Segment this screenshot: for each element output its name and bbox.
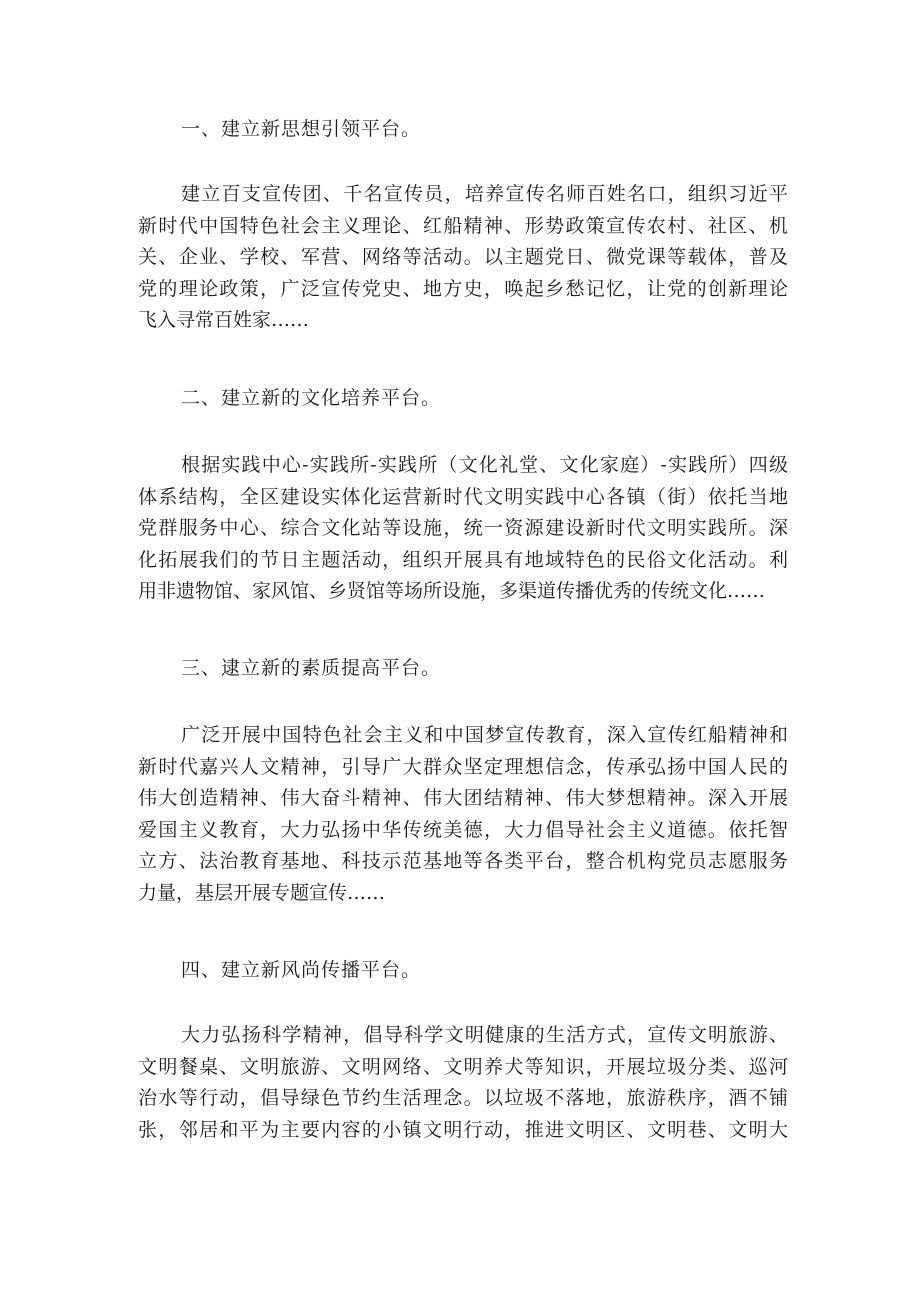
paragraph-line: 党群服务中心、综合文化站等设施，统一资源建设新时代文明实践所。深 [138,517,788,539]
paragraph-line: 建立百支宣传团、千名宣传员，培养宣传名师百姓名口，组织习近平 [181,183,788,205]
paragraph-line: 治水等行动，倡导绿色节约生活理念。以垃圾不落地，旅游秩序，酒不铺 [138,1087,788,1109]
section-3-paragraph [138,720,788,909]
paragraph-line: 飞入寻常百姓家…… [138,309,310,331]
paragraph-line: 爱国主义教育，大力弘扬中华传统美德，大力倡导社会主义道德。依托智 [138,818,788,841]
paragraph-line: 体系结构，全区建设实体化运营新时代文明实践中心各镇（街）依托当地 [138,485,788,508]
paragraph-line: 文明餐桌、文明旅游、文明网络、文明养犬等知识，开展垃圾分类、巡河 [138,1055,788,1078]
paragraph-line: 伟大创造精神、伟大奋斗精神、伟大团结精神、伟大梦想精神。深入开展 [138,787,788,809]
section-2-paragraph [138,450,788,608]
paragraph-line: 关、企业、学校、军营、网络等活动。以主题党日、微党课等载体，普及 [138,246,788,268]
paragraph-line: 力量，基层开展专题宣传…… [138,881,386,904]
paragraph-line: 化拓展我们的节日主题活动，组织开展具有地域特色的民俗文化活动。利 [138,548,788,571]
paragraph-line: 新时代中国特色社会主义理论、红船精神、形势政策宣传农村、社区、机 [138,214,788,237]
paragraph-line: 用非遗物馆、家风馆、乡贤馆等场所设施，多渠道传播优秀的传统文化…… [138,580,766,602]
paragraph-line: 大力弘扬科学精神，倡导科学文明健康的生活方式，宣传文明旅游、 [181,1024,788,1046]
section-4-heading: 四、建立新风尚传播平台。 [181,959,422,981]
section-4-paragraph [138,1020,788,1146]
paragraph-line: 根据实践中心-实践所-实践所（文化礼堂、文化家庭）-实践所）四级 [181,454,788,476]
section-1-paragraph [138,179,788,337]
paragraph-line: 党的理论政策，广泛宣传党史、地方史，唤起乡愁记忆，让党的创新理论 [138,277,788,300]
section-3-heading: 三、逮立新的素质提高平台。 [181,657,442,679]
section-1-heading: 一、建立新思想引领平台。 [181,118,422,140]
paragraph-line: 张，邻居和平为主要内容的小镇文明行动，推进文明区、文明巷、文明大 [138,1118,788,1141]
paragraph-line: 广泛开展中国特色社会主义和中国梦宣传教育，深入宣传红船精神和 [181,724,788,746]
paragraph-line: 立方、法治教育基地、科技示范基地等各类平台，整合机构党员志愿服务 [138,850,788,872]
paragraph-line: 新时代嘉兴人文精神，引导广大群众坚定理想信念，传承弘扬中国人民的 [138,755,788,778]
section-2-heading: 二、建立新的文化培养平台。 [181,387,442,409]
